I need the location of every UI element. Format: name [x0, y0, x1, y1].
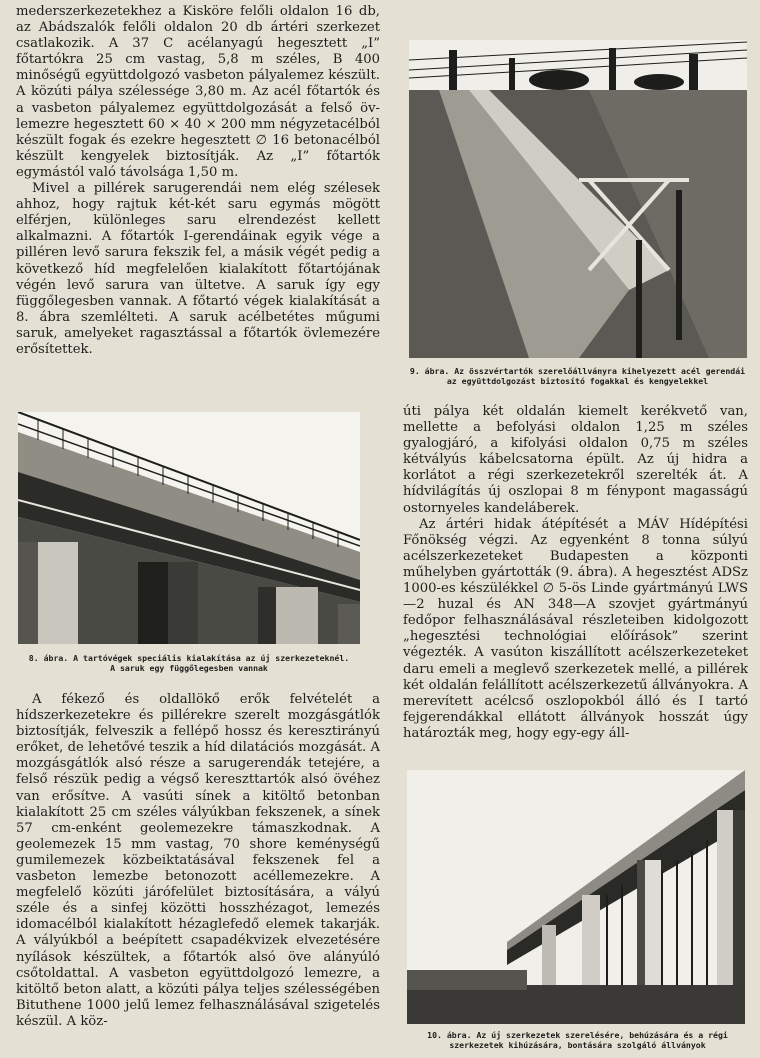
caption-line: 9. ábra. Az összvértartók szerelőállványra kihelyezett acél gerendái [409, 366, 746, 376]
body-paragraph: úti pálya két oldalán kiemelt kerékvető van, mellette a befolyási oldalon 1,25 m széles gyalogjáró, a kifolyási oldalon 0,75 m széles kétvályús kábelcsatorna épült. Az új hidra a korlátot a régi szerkezetekről szerelték át. A hídvilágítás új oszlopai 8 m fénypont magasságú ostornyeles kandeláberek. [403, 404, 748, 516]
left-column [16, 4, 380, 358]
caption-line: szerkezetek kihúzására, bontására szolgáló állványok [449, 1040, 706, 1050]
caption-line: az együttdolgozást biztosító fogakkal és kengyelekkel [446, 376, 709, 386]
figure-9-photo [409, 40, 747, 358]
caption-line: 8. ábra. A tartóvégek speciális kialakítása az új szerkezeteknél. [28, 653, 350, 663]
body-paragraph: Az ártéri hidak átépítését a MÁV Hídépítési Főnökség végzi. Az egyenként 8 tonna súlyú acélszerkezeteket Budapesten a központi műhelyben gyártották (9. ábra). A hegesztést ADSz 1000-es készülékkel ∅ 5-ös Linde gyártmányú LWS—2 huzal és AN 348—A szovjet gyártmányú fedőpor felhasználásával részleteiben kidolgozott „hegesztési technológiai előírások” szerint végezték. A vasúton kiszállított acélszerkezeteket daru emeli a meglevő szerkezetek mellé, a pillérek két oldalán felállított acélszerkezetű állványokra. A merevített acélcső oszlopokból álló és I tartó fejgerendákkal ellátott állványok hosszát úgy határozták meg, hogy egy-egy áll- [403, 516, 748, 741]
body-paragraph: mederszerkezetekhez a Kisköre felőli oldalon 16 db, az Abádszalók felőli oldalon 20 db ártéri szerkezet csatlakozik. A 37 C acélanyagú hegesztett „I” főtartókra 25 cm vastag, 5,8 m széles, B 400 minőségű együttdolgozó vasbeton pályalemez készült. A közúti pálya szélessége 3,80 m. Az acél főtartók és a vasbeton pályalemez együttdolgozását a felső öv-lemezre hegesztett 60 × 40 × 200 mm négyzetacélból készült fogak és ezekre hegesztett ∅ 16 betonacélból készült kengyelek biztosítják. Az „I” főtartók egymástól való távolsága 1,50 m. [16, 4, 380, 180]
figure-8-caption [18, 653, 360, 673]
right-column [403, 404, 748, 742]
figure-9-caption [405, 366, 750, 386]
figure-10 [407, 770, 745, 1024]
caption-line: A saruk egy függőlegesben vannak [110, 663, 268, 673]
body-paragraph: Mivel a pillérek sarugerendái nem elég szélesek ahhoz, hogy rajtuk két-két saru egymás mögött elférjen, különleges saru elrendezést kellett alkalmazni. A főtartók I-gerendáinak egyik vége a pilléren levő sarura fekszik fel, a másik végét pedig a következő híd megfelelően kialakított főtartójának végén levő sarura van ültetve. A saruk így egy függőlegesben vannak. A főtartó végek kialakítását a 8. ábra szemlélteti. A saruk acélbetétes műgumi saruk, amelyeket ragasztással a főtartók övlemezére erősítettek. [16, 181, 380, 357]
body-paragraph: A fékező és oldallökő erők felvételét a hídszerkezetekre és pillérekre szerelt mozgásgátlók biztosítják, felveszik a fellépő hossz és keresztirányú erőket, de lehetővé teszik a híd dilatációs mozgását. A mozgásgátlók alsó része a sarugerendák tetejére, a felső részük pedig a végső kereszttartók alsó övéhez van erősítve. A vasúti sínek a kitöltő betonban kialakított 25 cm széles vályúkban fekszenek, a sínek 57 cm-enként geolemezekre támaszkodnak. A geolemezek 15 mm vastag, 70 shore keménységű gumilemezek közbeiktatásával fekszenek fel a vasbeton lemezbe betonozott acéllemezekre. A megfelelő közúti járófelület biztosítására, a vályú széle és a sinfej közötti hosszhézagot, lemezés idomacélból kialakított hézaglefedő elemek takarják. A vályúkból a beépített csapadékvizek elvezetésére nyílások készültek, a főtartók alsó öve alányúló csőtoldattal. A vasbeton együttdolgozó lemezre, a kitöltő beton alatt, a közúti pálya teljes szélességében Bituthene 1000 jelű lemez felhasználásával szigetelés készül. A köz- [16, 692, 380, 1029]
caption-line: 10. ábra. Az új szerkezetek szerelésére, behúzására és a régi [427, 1030, 728, 1040]
figure-10-photo [407, 770, 745, 1024]
figure-8 [18, 412, 360, 644]
left-column-lower [16, 692, 380, 1030]
figure-9 [409, 40, 747, 358]
figure-10-caption [405, 1030, 750, 1050]
figure-8-photo [18, 412, 360, 644]
